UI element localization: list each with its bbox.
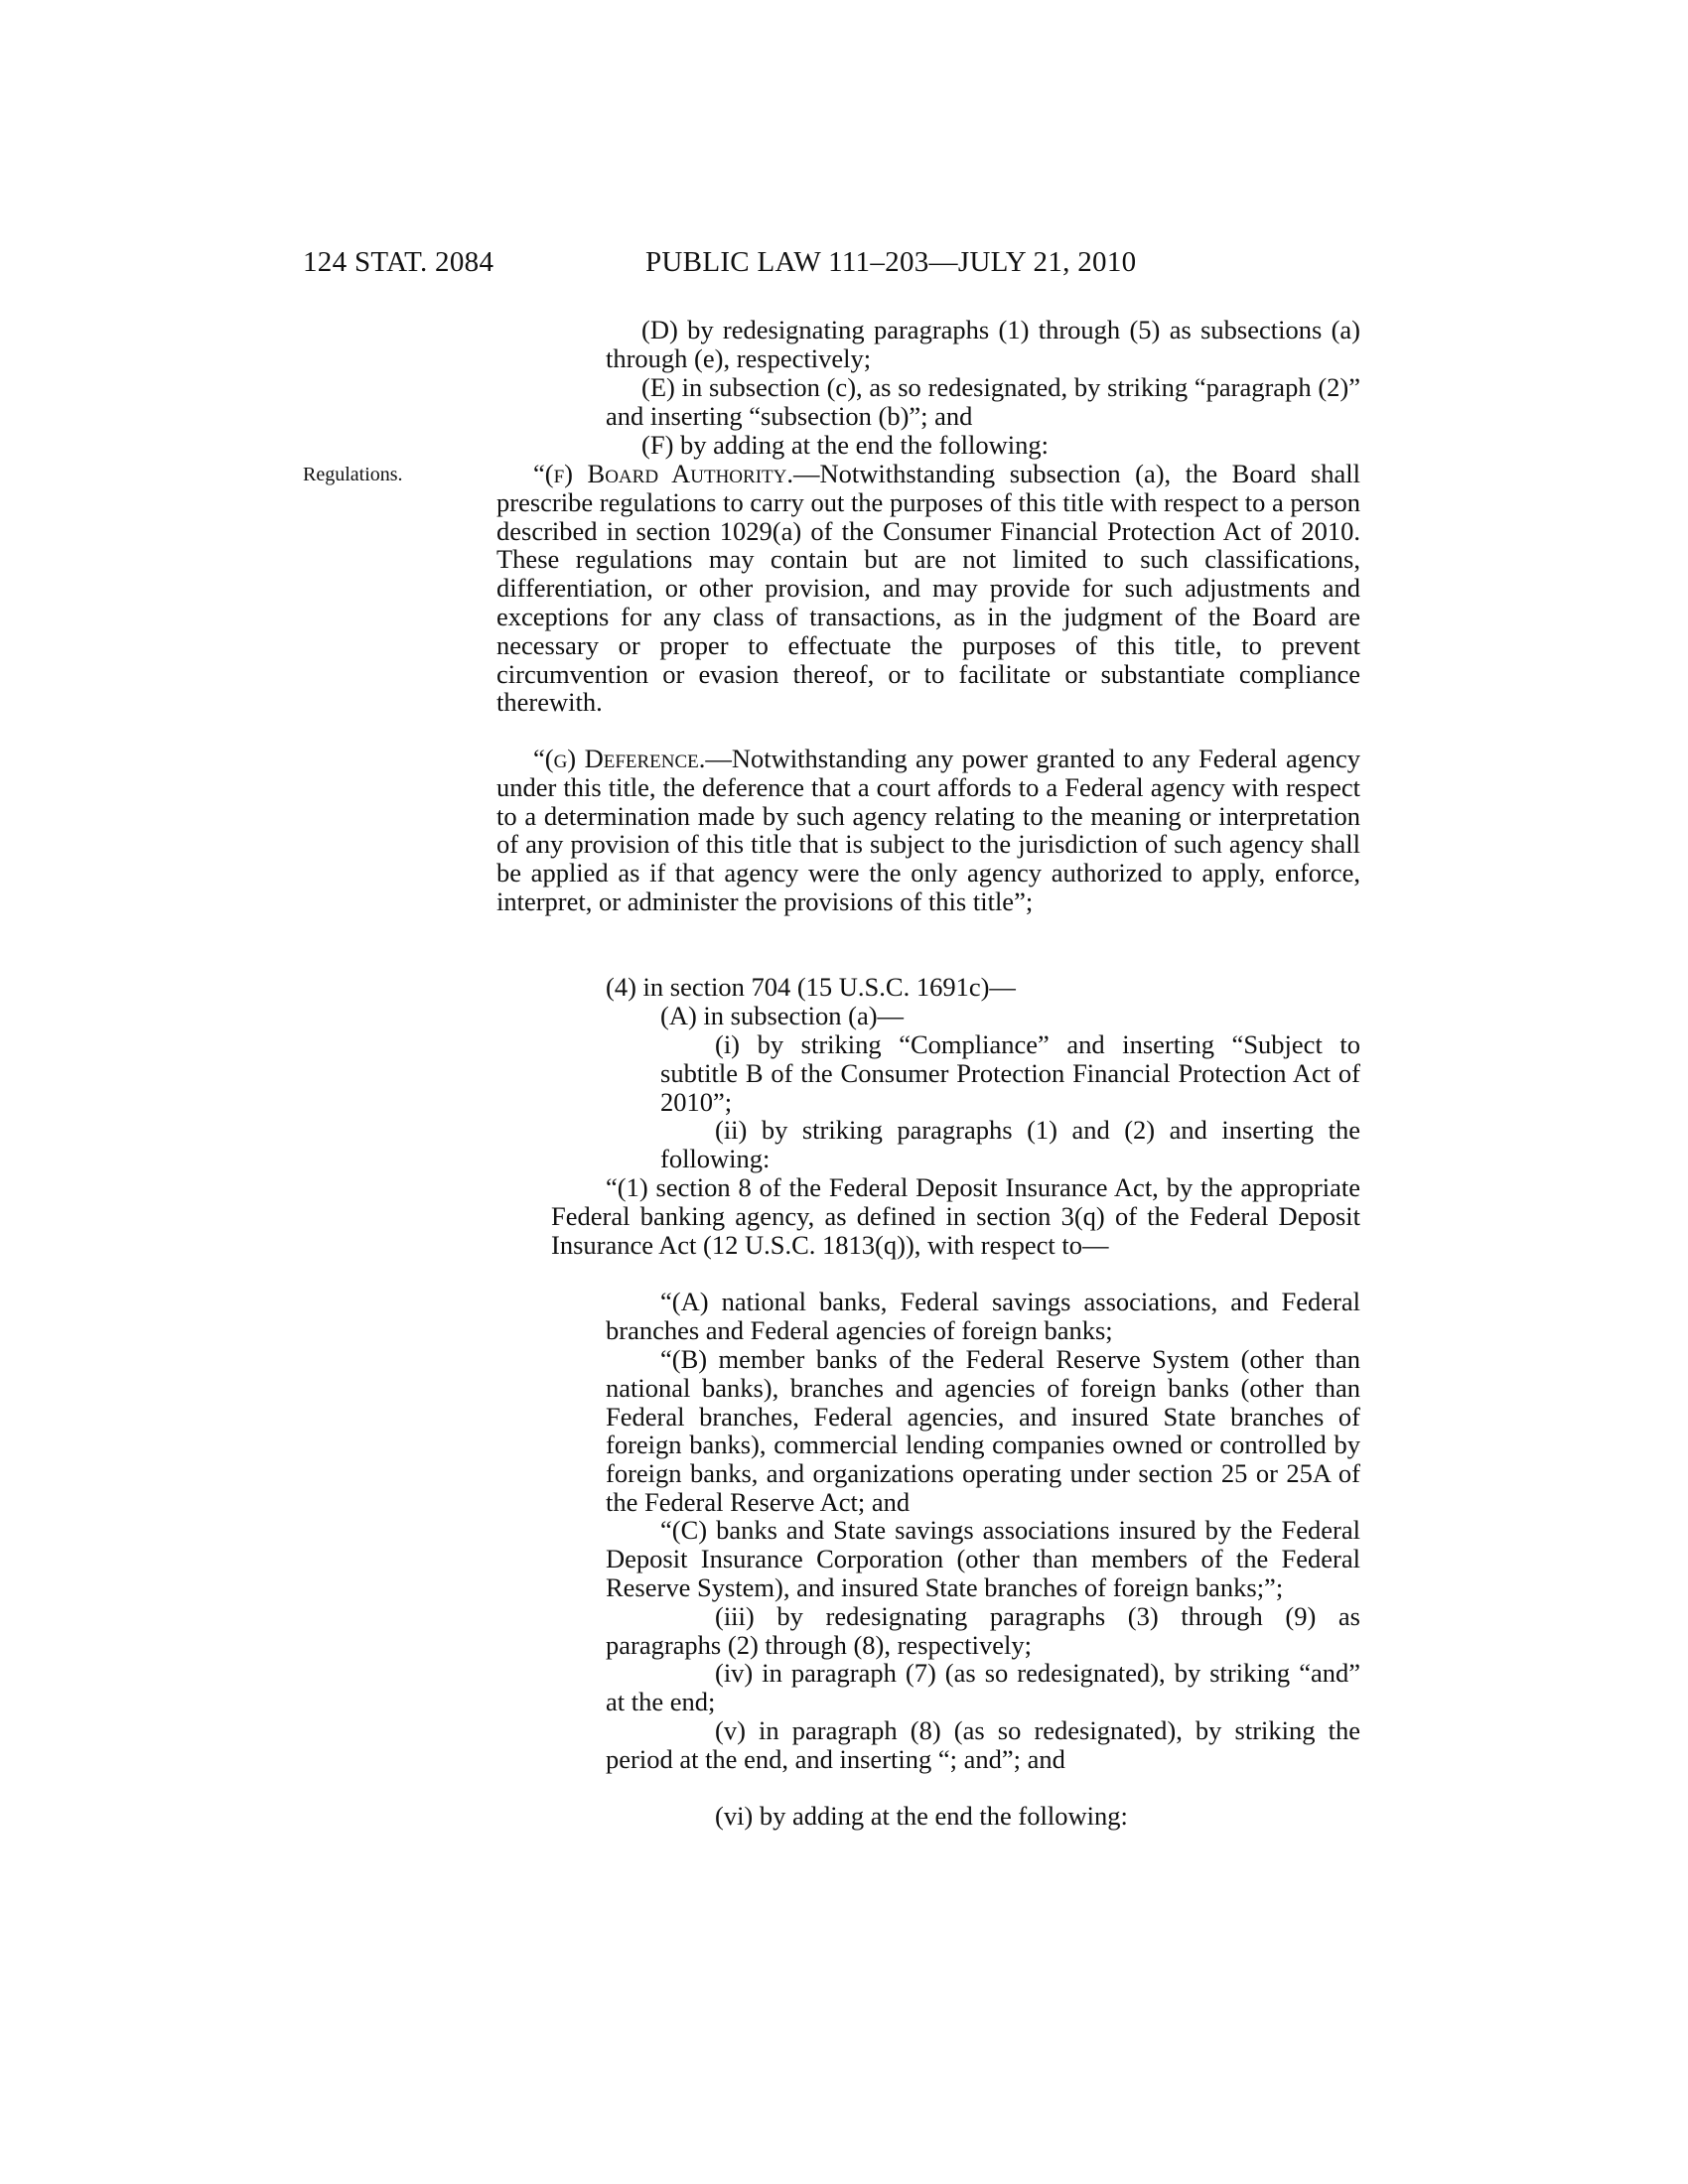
text-board-authority: —Notwithstanding subsection (a), the Board shall prescribe regulations to carry out the purposes of this title with respect to a person described in section 1029(a) of the Consumer Financial Protection Act of 2010. These regulations may contain but are not limited to such classifications, differentiation, or other provision, and may provide for such adjustments and exceptions for any class of transactions, as in the judgment of the Board are necessary or proper to effectuate the purposes of this title, to prevent circumvention or evasion thereof, or to facilitate or substantiate compliance therewith. <box>496 459 1361 718</box>
paragraph-g-deference <box>496 745 1360 916</box>
clause-iii: (iii) by redesignating paragraphs (3) through (9) as paragraphs (2) through (8), respectively; <box>606 1601 1360 1660</box>
paragraph-f-board-authority <box>496 460 1360 717</box>
paragraph-4: (4) in section 704 (15 U.S.C. 1691c)— <box>606 972 1016 1002</box>
clause-iv: (iv) in paragraph (7) (as so redesignated), by striking “and” at the end; <box>606 1658 1360 1716</box>
paragraph-D: (D) by redesignating paragraphs (1) through (5) as subsections (a) through (e), respectively; <box>606 315 1360 373</box>
paragraph-A: (A) in subsection (a)— <box>660 1001 905 1030</box>
quoted-subparagraph-A: “(A) national banks, Federal savings associations, and Federal branches and Federal agencies of foreign banks; <box>606 1287 1360 1345</box>
paragraph-F: (F) by adding at the end the following: <box>641 430 1049 460</box>
running-header: PUBLIC LAW 111–203—JULY 21, 2010 <box>645 246 1137 278</box>
clause-ii: (ii) by striking paragraphs (1) and (2) and inserting the following: <box>660 1115 1360 1173</box>
quoted-subparagraph-B: “(B) member banks of the Federal Reserve System (other than national banks), branches and agencies of foreign banks (other than Federal branches, Federal agencies, and insured State branches of foreign banks), commercial lending companies owned or controlled by foreign banks, and organizations operating under section 25 or 25A of the Federal Reserve Act; and <box>606 1344 1360 1517</box>
heading-board-authority: “(f) Board Authority. <box>533 459 793 488</box>
quoted-subparagraph-C: “(C) banks and State savings associations insured by the Federal Deposit Insurance Corporation (other than members of the Federal Reserve System), and insured State branches of foreign banks;”; <box>606 1515 1360 1602</box>
paragraph-E: (E) in subsection (c), as so redesignated, by striking “paragraph (2)” and inserting “subsection (b)”; and <box>606 372 1360 431</box>
clause-v: (v) in paragraph (8) (as so redesignated), by striking the period at the end, and inserting “; and”; and <box>606 1715 1360 1774</box>
clause-vi: (vi) by adding at the end the following: <box>715 1801 1128 1831</box>
quoted-paragraph-1: “(1) section 8 of the Federal Deposit Insurance Act, by the appropriate Federal banking agency, as defined in section 3(q) of the Federal Deposit Insurance Act (12 U.S.C. 1813(q)), with respect to— <box>551 1172 1360 1260</box>
margin-note-regulations: Regulations. <box>303 464 403 485</box>
text-deference: —Notwithstanding any power granted to any Federal agency under this title, the deference that a court affords to a Federal agency with respect to a determination made by such agency relating to the meaning or interpretation of any provision of this title that is subject to the jurisdiction of such agency shall be applied as if that agency were the only agency authorized to apply, enforce, interpret, or administer the provisions of this title”; <box>496 744 1361 916</box>
heading-deference: “(g) Deference. <box>533 744 706 773</box>
clause-i: (i) by striking “Compliance” and inserting “Subject to subtitle B of the Consumer Protection Financial Protection Act of 2010”; <box>660 1029 1360 1117</box>
page-citation: 124 STAT. 2084 <box>303 246 494 278</box>
